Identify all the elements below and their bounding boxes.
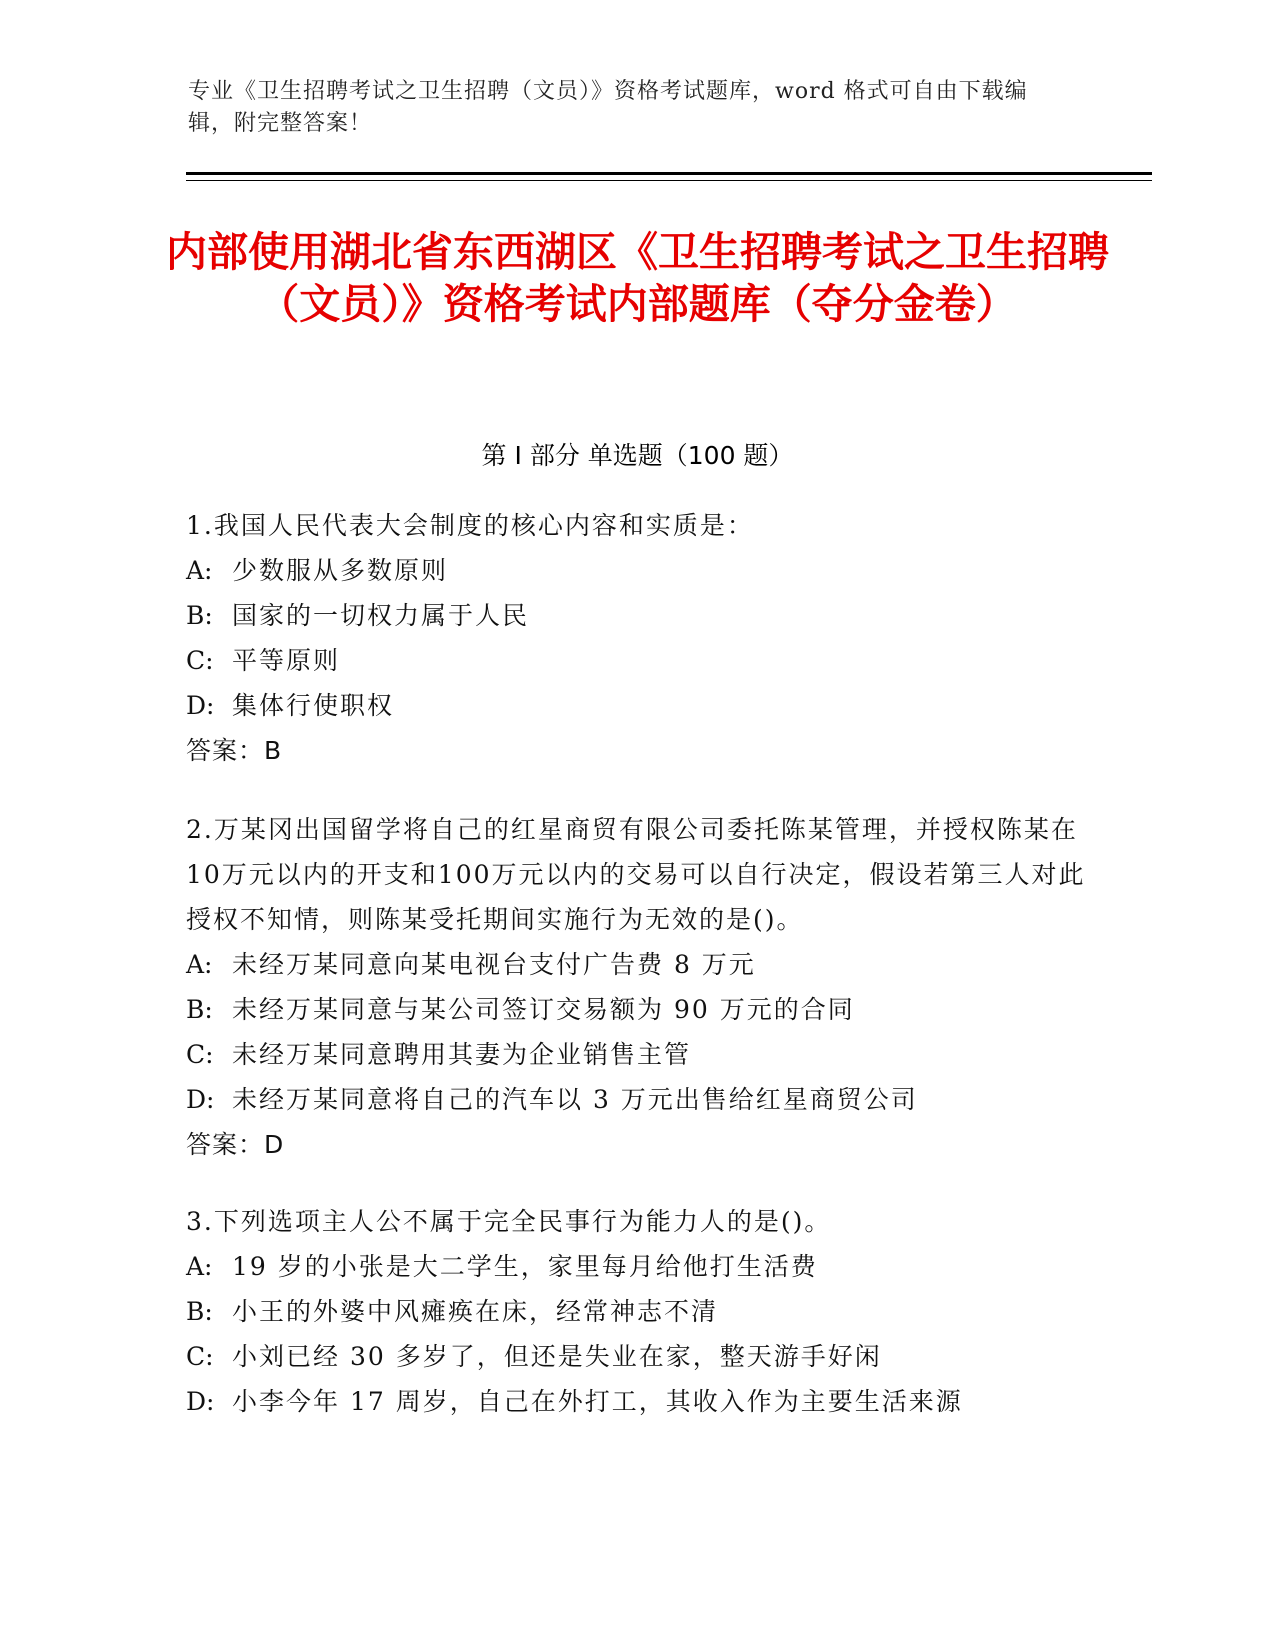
question-stem: 1.我国人民代表大会制度的核心内容和实质是： [186,511,754,540]
option-b [186,593,1086,638]
option-text: 未经万某同意将自己的汽车以 3 万元出售给红星商贸公司 [232,1085,918,1114]
option-label: A: [186,556,213,585]
option-text: 少数服从多数原则 [232,556,449,585]
option-text: 集体行使职权 [232,691,395,720]
option-d [186,1077,1086,1122]
option-label: B: [186,601,213,630]
section-heading: 第 I 部分 单选题（100 题） [481,441,794,470]
option-label: B: [186,995,213,1024]
question-stem: 2.万某冈出国留学将自己的红星商贸有限公司委托陈某管理，并授权陈某在10万元以内的开支和100万元以内的交易可以自行决定，假设若第三人对此授权不知情，则陈某受托期间实施行为无效的是()。 [186,815,1086,934]
question-1 [186,503,1086,773]
option-d [186,683,1086,728]
option-text: 小王的外婆中风瘫痪在床，经常神志不清 [232,1297,719,1326]
option-d [186,1379,1086,1424]
option-a [186,548,1086,593]
document-title: 内部使用湖北省东西湖区《卫生招聘考试之卫生招聘（文员）》资格考试内部题库（夺分金卷） [166,228,1109,328]
option-text: 小刘已经 30 多岁了，但还是失业在家，整天游手好闲 [232,1342,882,1371]
answer-line: 答案：B [186,736,283,765]
option-label: C: [186,1040,214,1069]
header-rule-thin [186,180,1152,181]
question-3 [186,1199,1086,1424]
question-2 [186,807,1086,1167]
option-c [186,638,1086,683]
option-label: A: [186,950,213,979]
option-label: D: [186,691,215,720]
header-rule-thick [186,172,1152,175]
option-label: B: [186,1297,213,1326]
option-text: 小李今年 17 周岁，自己在外打工，其收入作为主要生活来源 [232,1387,963,1416]
option-label: C: [186,646,214,675]
option-text: 未经万某同意与某公司签订交易额为 90 万元的合同 [232,995,855,1024]
option-text: 未经万某同意聘用其妻为企业销售主管 [232,1040,692,1069]
question-stem: 3.下列选项主人公不属于完全民事行为能力人的是()。 [186,1207,832,1236]
option-b [186,987,1086,1032]
option-text: 19 岁的小张是大二学生，家里每月给他打生活费 [232,1252,818,1281]
option-text: 国家的一切权力属于人民 [232,601,530,630]
option-text: 平等原则 [232,646,341,675]
option-a [186,942,1086,987]
answer-line: 答案：D [186,1130,285,1159]
option-c [186,1334,1086,1379]
option-label: D: [186,1387,215,1416]
option-label: A: [186,1252,213,1281]
header-note: 专业《卫生招聘考试之卫生招聘（文员）》资格考试题库，word 格式可自由下载编辑，附完整答案！ [188,79,1028,136]
option-label: C: [186,1342,214,1371]
option-b [186,1289,1086,1334]
option-c [186,1032,1086,1077]
option-a [186,1244,1086,1289]
option-label: D: [186,1085,215,1114]
option-text: 未经万某同意向某电视台支付广告费 8 万元 [232,950,756,979]
